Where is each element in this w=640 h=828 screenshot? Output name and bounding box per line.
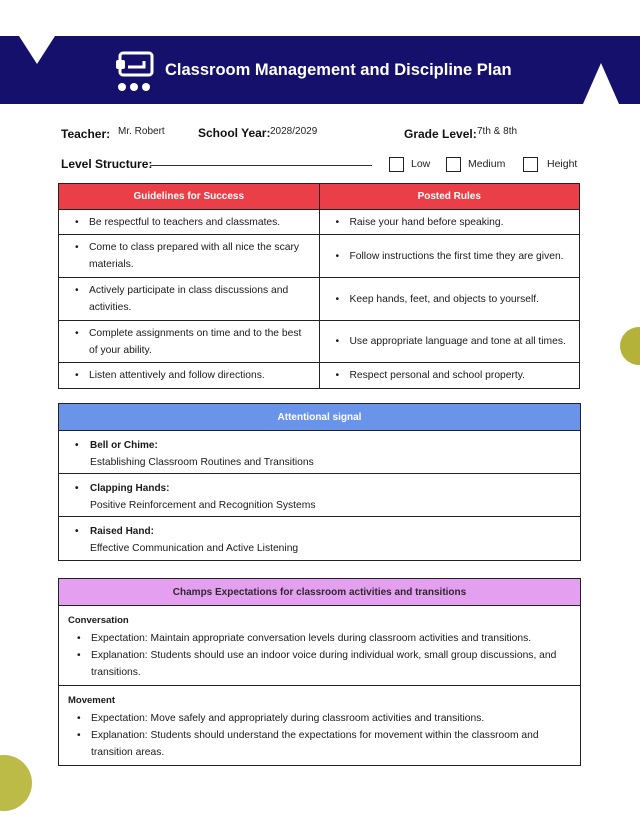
level-structure-line: [150, 165, 372, 166]
grade-level-value: 7th & 8th: [477, 126, 518, 137]
table-row: [59, 210, 579, 235]
rule-cell: • Respect personal and school property.: [335, 370, 526, 381]
guideline-cell: • Listen attentively and follow directions.: [59, 363, 320, 388]
guideline-cell: • Come to class prepared with all nice the scary materials.: [59, 235, 320, 277]
list-item: • Explanation: Students should use an indoor voice during individual work, small group discussions, and transitions.: [77, 650, 557, 678]
decor-circle-left: [0, 755, 32, 811]
level-structure-label: Level Structure:: [61, 157, 153, 171]
table-row: [59, 363, 579, 388]
school-year-value: 2028/2029: [270, 126, 318, 137]
guideline-cell: • Be respectful to teachers and classmates.: [59, 210, 320, 234]
signal-description: Establishing Classroom Routines and Transitions: [90, 457, 314, 468]
rule-cell: • Raise your hand before speaking.: [335, 216, 504, 228]
level-medium-label: Medium: [468, 158, 506, 170]
section-title: Movement: [68, 695, 115, 706]
posted-rules-header: Posted Rules: [417, 191, 481, 202]
page-title: Classroom Management and Discipline Plan: [165, 61, 512, 79]
header-notch-right: [583, 63, 619, 104]
list-item: • Expectation: Maintain appropriate conversation levels during classroom activities and transitions.: [77, 633, 532, 644]
list-item: • Clapping Hands: Positive Reinforcement and Recognition Systems: [59, 474, 580, 517]
grade-level-label: Grade Level:: [404, 127, 477, 141]
champs-table: [58, 578, 581, 766]
signal-title: Raised Hand:: [90, 526, 154, 537]
presentation-icon: [114, 51, 154, 93]
champs-section-movement: [59, 686, 580, 765]
rule-cell: • Follow instructions the first time they are given.: [335, 250, 564, 262]
rules-table: [58, 183, 580, 389]
rule-cell: • Use appropriate language and tone at all times.: [335, 336, 566, 347]
school-year-label: School Year:: [198, 126, 271, 140]
guideline-cell: • Complete assignments on time and to the best of your ability.: [59, 321, 320, 362]
champs-header: Champs Expectations for classroom activities and transitions: [59, 579, 580, 606]
attentional-signal-table: [58, 403, 581, 561]
decor-circle-right: [620, 327, 640, 365]
teacher-value: Mr. Robert: [118, 126, 165, 137]
list-item: • Raised Hand: Effective Communication and Active Listening: [59, 517, 580, 560]
rule-cell: • Keep hands, feet, and objects to yourself.: [335, 293, 539, 305]
level-height-checkbox[interactable]: [523, 157, 538, 172]
rules-table-header: [59, 184, 579, 210]
signal-description: Effective Communication and Active Listening: [90, 543, 299, 554]
table-row: [59, 321, 579, 363]
level-medium-checkbox[interactable]: [446, 157, 461, 172]
list-item: • Expectation: Move safely and appropriately during classroom activities and transitions.: [77, 713, 485, 724]
table-row: [59, 235, 579, 278]
guideline-cell: • Actively participate in class discussions and activities.: [59, 278, 320, 320]
level-low-label: Low: [411, 158, 431, 170]
signal-title: Bell or Chime:: [90, 440, 158, 451]
signal-title: Clapping Hands:: [90, 483, 170, 494]
level-low-checkbox[interactable]: [389, 157, 404, 172]
champs-section-conversation: [59, 606, 580, 686]
teacher-label: Teacher:: [61, 127, 111, 141]
section-title: Conversation: [68, 615, 129, 626]
table-row: [59, 278, 579, 321]
list-item: • Explanation: Students should understand the expectations for movement within the classroom and transition areas.: [77, 730, 539, 758]
guidelines-header: Guidelines for Success: [59, 184, 320, 209]
attentional-signal-header: Attentional signal: [59, 404, 580, 431]
signal-description: Positive Reinforcement and Recognition Systems: [90, 500, 316, 511]
list-item: • Bell or Chime: Establishing Classroom Routines and Transitions: [59, 431, 580, 474]
header-notch-left: [19, 36, 55, 64]
level-height-label: Height: [547, 158, 578, 170]
